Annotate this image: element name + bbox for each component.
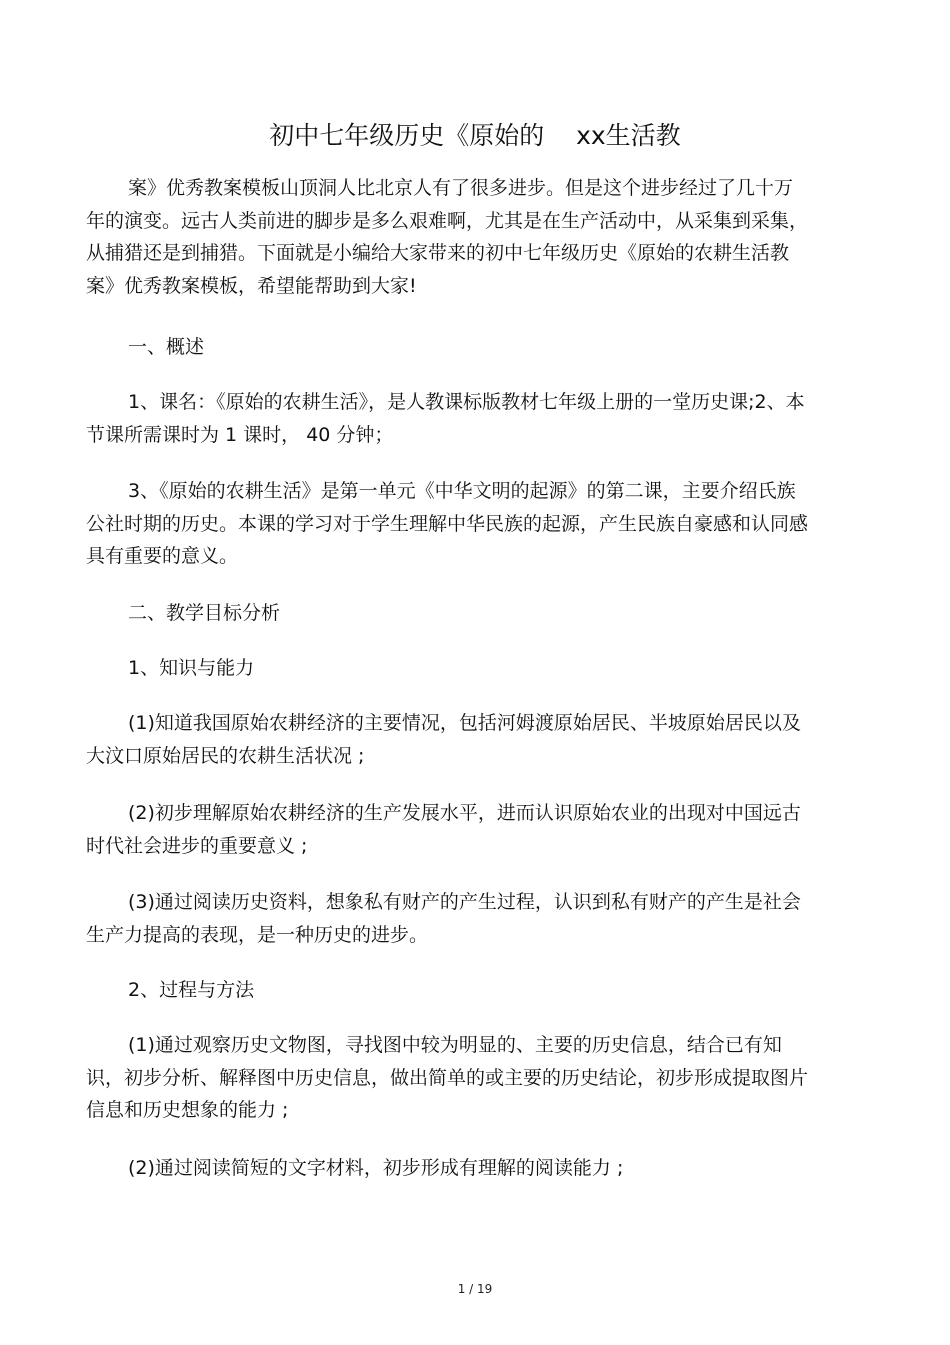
paragraph-objective-3: (3)通过阅读历史资料，想象私有财产的产生过程，认识到私有财产的产生是社会生产力提高的表现，是一种历史的进步。 [86,891,801,946]
paragraph-method-1: (1)通过观察历史文物图，寻找图中较为明显的、主要的历史信息，结合已有知识，初步分析、解释图中历史信息，做出简单的或主要的历史结论，初步形成提取图片信息和历史想象的能力 ; [86,1034,809,1121]
section-heading-overview: 一、概述 [128,336,205,358]
paragraph-objective-2: (2)初步理解原始农耕经济的生产发展水平，进而认识原始农业的出现对中国远古时代社会进步的重要意义 ; [86,802,801,857]
paragraph-course-intro: 3、《原始的农耕生活》是第一单元《中华文明的起源》的第二课，主要介绍氏族公社时期的历史。本课的学习对于学生理解中华民族的起源，产生民族自豪感和认同感具有重要的意义。 [86,480,809,567]
subheading-process: 2、过程与方法 [128,979,255,1001]
paragraph-objective-1: (1)知道我国原始农耕经济的主要情况，包括河姆渡原始居民、半坡原始居民以及大汶口原始居民的农耕生活状况 ; [86,712,801,767]
intro-paragraph: 案》优秀教案模板山顶洞人比北京人有了很多进步。但是这个进步经过了几十万年的演变。远古人类前进的脚步是多么艰难啊，尤其是在生产活动中，从采集到采集，从捕猎还是到捕猎。下面就是小编给大家带来的初中七年级历史《原始的农耕生活教案》优秀教案模板，希望能帮助到大家! [86,177,809,297]
section-heading-objectives: 二、教学目标分析 [128,602,281,624]
document-title: 初中七年级历史《原始的 xx生活教 [269,121,681,150]
paragraph-method-2: (2)通过阅读简短的文字材料，初步形成有理解的阅读能力 ; [128,1157,624,1179]
paragraph-course-name: 1、课名：《原始的农耕生活》，是人教课标版教材七年级上册的一堂历史课;2、本节课所需课时为 1 课时， 40 分钟； [86,391,805,446]
subheading-knowledge: 1、知识与能力 [128,657,255,679]
page-number: 1 / 19 [457,1282,493,1296]
